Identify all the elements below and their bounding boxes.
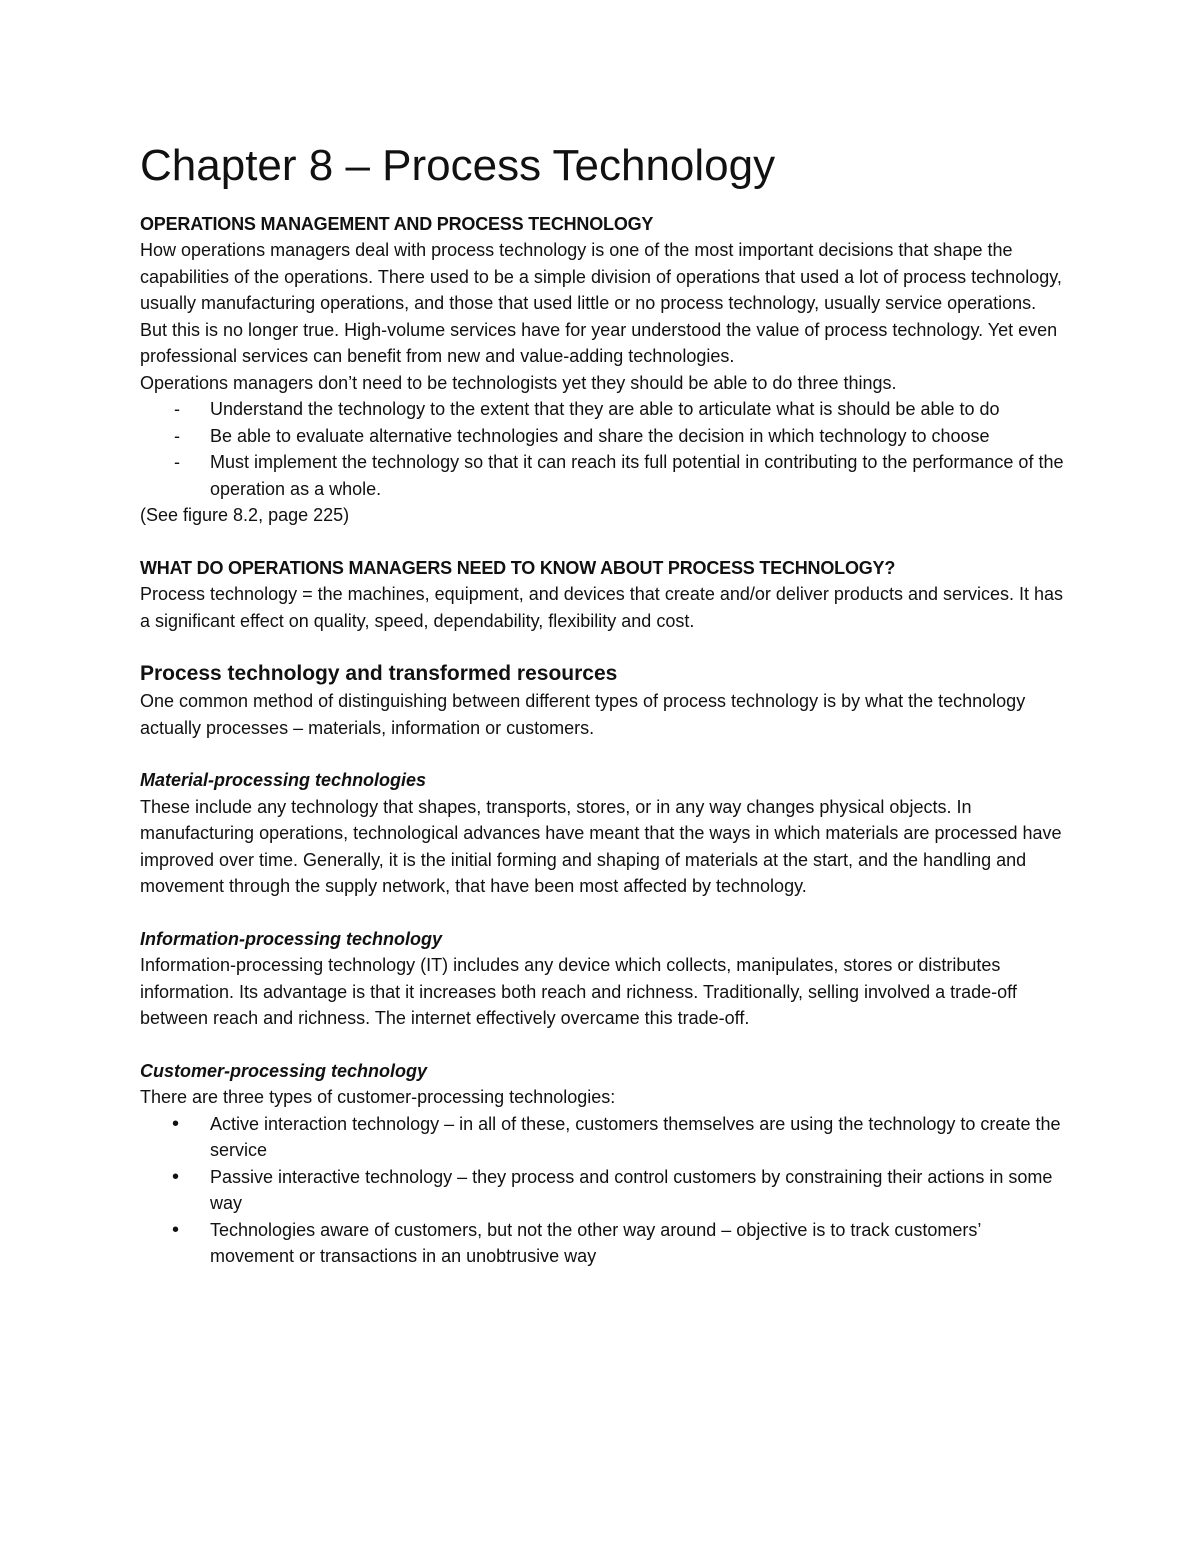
section-heading-operations-management: OPERATIONS MANAGEMENT AND PROCESS TECHNOLOGY <box>140 213 654 234</box>
list-item: - Be able to evaluate alternative technologies and share the decision in which technology to choose <box>140 423 1065 450</box>
list-item: - Understand the technology to the extent that they are able to articulate what is should be able to do <box>140 396 1065 423</box>
section-heading-what-to-know: WHAT DO OPERATIONS MANAGERS NEED TO KNOW ABOUT PROCESS TECHNOLOGY? <box>140 557 896 578</box>
bullet-list <box>140 1111 1065 1270</box>
section-heading-transformed-resources: Process technology and transformed resources <box>140 662 618 686</box>
subheading-material-processing: Material-processing technologies <box>140 770 427 791</box>
subheading-customer-processing: Customer-processing technology <box>140 1060 428 1081</box>
list-item: - Must implement the technology so that it can reach its full potential in contributing to the performance of the operation as a whole. <box>140 449 1065 502</box>
paragraph: There are three types of customer-processing technologies: <box>140 1087 616 1108</box>
document-page <box>140 140 1065 1270</box>
paragraph: Operations managers don’t need to be technologists yet they should be able to do three things. <box>140 372 897 393</box>
paragraph: One common method of distinguishing between different types of process technology is by what the technology actually processes – materials, information or customers. <box>140 691 1026 738</box>
list-item: • Technologies aware of customers, but not the other way around – objective is to track customers’ movement or transactions in an unobtrusive way <box>140 1217 1065 1270</box>
list-item: • Passive interactive technology – they process and control customers by constraining their actions in some way <box>140 1164 1065 1217</box>
page-title: Chapter 8 – Process Technology <box>140 141 776 190</box>
list-item: • Active interaction technology – in all of these, customers themselves are using the technology to create the service <box>140 1111 1065 1164</box>
paragraph: Process technology = the machines, equipment, and devices that create and/or deliver products and services. It has a significant effect on quality, speed, dependability, flexibility and cost. <box>140 584 1064 631</box>
paragraph: These include any technology that shapes, transports, stores, or in any way changes physical objects. In manufacturing operations, technological advances have meant that the ways in which materials are processed have improved over time. Generally, it is the initial forming and shaping of materials at the start, and the handling and movement through the supply network, that have been most affected by technology. <box>140 796 1062 897</box>
dash-list <box>140 396 1065 502</box>
paragraph: How operations managers deal with process technology is one of the most important decisions that shape the capabilities of the operations. There used to be a simple division of operations that used a lot of process technology, usually manufacturing operations, and those that used little or no process technology, usually service operations. But this is no longer true. High-volume services have for year understood the value of process technology. Yet even professional services can benefit from new and value-adding technologies. <box>140 240 1062 367</box>
figure-reference: (See figure 8.2, page 225) <box>140 505 350 526</box>
paragraph: Information-processing technology (IT) includes any device which collects, manipulates, stores or distributes information. Its advantage is that it increases both reach and richness. Traditionally, selling involved a trade-off between reach and richness. The internet effectively overcame this trade-off. <box>140 955 1017 1029</box>
subheading-information-processing: Information-processing technology <box>140 928 443 949</box>
